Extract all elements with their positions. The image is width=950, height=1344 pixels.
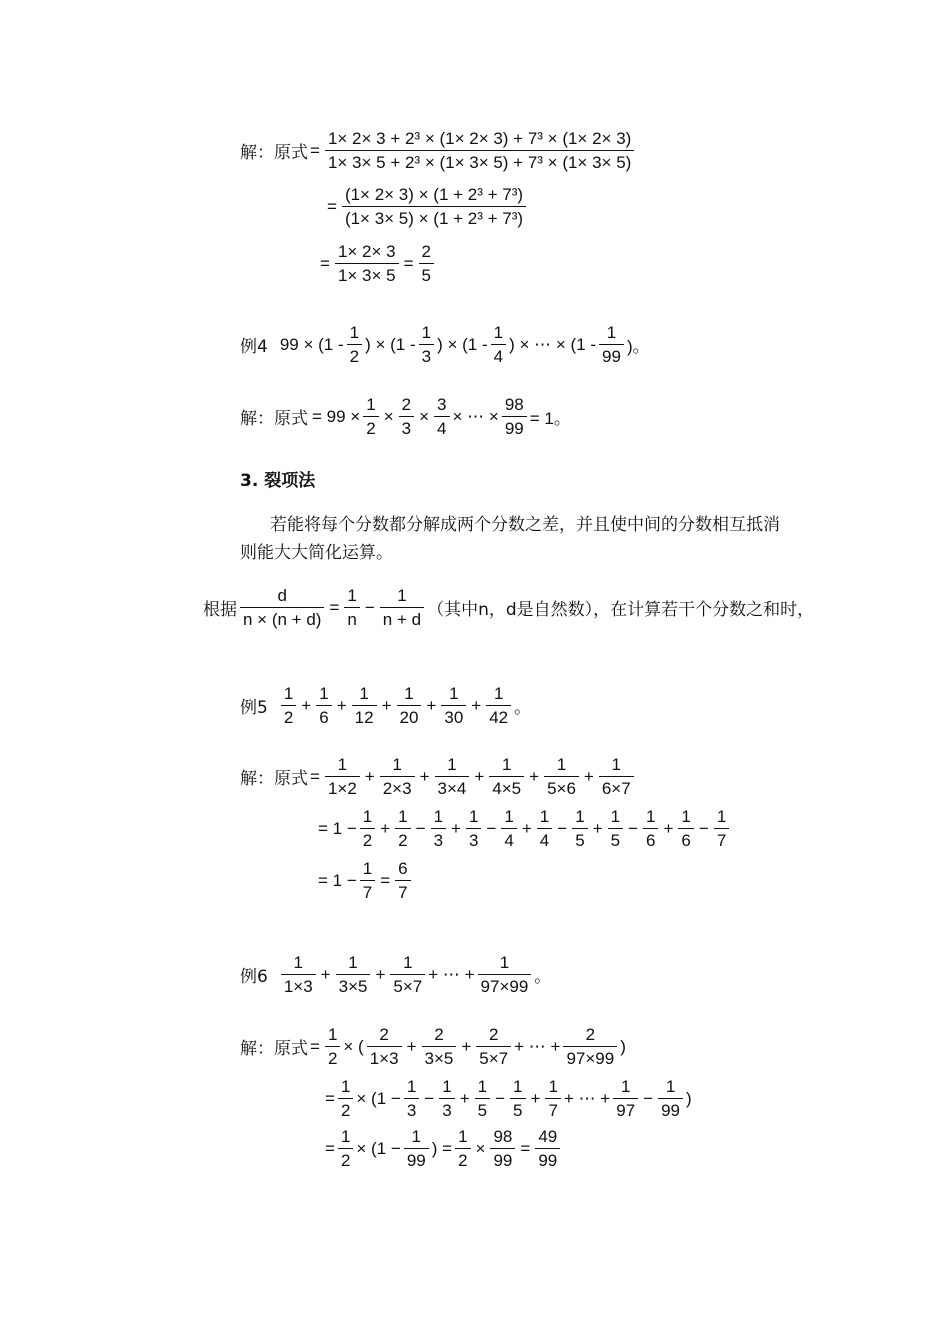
fraction <box>431 806 446 851</box>
numerator: 1 <box>646 807 656 826</box>
fraction <box>535 1126 560 1171</box>
numerator: 1 <box>348 953 358 972</box>
denominator: 6 <box>678 828 693 851</box>
expression-text: = 1 − <box>318 818 357 838</box>
denominator: 5 <box>475 1098 490 1121</box>
denominator: 3 <box>439 1098 454 1121</box>
minus-sign: − <box>698 818 709 838</box>
equals-sign: = <box>310 140 320 160</box>
expression-text: + ⋯ + <box>428 964 475 984</box>
solution-label: 解：原式 <box>240 1039 308 1059</box>
times-sign: × <box>383 406 394 426</box>
paragraph <box>270 511 780 539</box>
section-heading: 3. 裂项法 <box>240 471 316 491</box>
numerator: 1 <box>340 1127 351 1146</box>
denominator: 3 <box>431 828 446 851</box>
denominator: 7 <box>360 880 375 903</box>
expression-text: ) <box>620 1036 626 1056</box>
minus-sign: − <box>628 818 639 838</box>
minus-sign: − <box>424 1088 435 1108</box>
denominator: 99 <box>490 1148 515 1171</box>
plus-sign: + <box>364 766 375 786</box>
denominator: 3×5 <box>336 974 371 997</box>
paragraph-line: 则能大大简化运算。 <box>240 543 393 563</box>
numerator: 1 <box>411 1127 422 1146</box>
numerator: 2 <box>421 242 432 261</box>
denominator: 30 <box>441 705 466 728</box>
denominator: 1×3 <box>281 974 316 997</box>
equals-sign: = <box>310 766 320 786</box>
expression-text: × ( <box>343 1036 364 1056</box>
example-label: 例6 <box>240 967 268 987</box>
numerator: 1 <box>620 1077 631 1096</box>
rule-lead: 根据 <box>203 600 237 620</box>
plus-sign: + <box>336 695 347 715</box>
denominator: 99 <box>502 416 527 439</box>
expression-text: ) <box>686 1088 692 1108</box>
numerator: 1 <box>406 1077 417 1096</box>
denominator: 12 <box>352 705 377 728</box>
denominator: 4 <box>434 416 449 439</box>
sum-terms <box>278 952 428 997</box>
numerator: 1 <box>293 953 303 972</box>
minus-sign: − <box>495 1088 506 1108</box>
denominator: 5×6 <box>544 776 579 799</box>
denominator: 20 <box>397 705 422 728</box>
numerator: 2 <box>401 395 412 414</box>
fraction <box>501 806 516 851</box>
denominator: 5×7 <box>476 1046 511 1069</box>
fraction <box>441 683 466 728</box>
denominator: 4 <box>501 828 516 851</box>
solution-3-line2 <box>325 184 529 229</box>
plus-sign: + <box>406 1036 417 1056</box>
fraction <box>491 322 506 367</box>
paragraph <box>240 539 393 567</box>
denominator: 6×7 <box>599 776 634 799</box>
example-label: 例5 <box>240 698 268 718</box>
fraction <box>439 1076 454 1121</box>
fraction <box>435 754 470 799</box>
plus-sign: + <box>530 1088 541 1108</box>
expression-text: 。 <box>514 698 532 717</box>
fraction <box>544 754 579 799</box>
fraction <box>490 1126 515 1171</box>
denominator: 2 <box>363 416 378 439</box>
numerator: 1 <box>477 1077 488 1096</box>
numerator: 1× 2× 3 <box>337 242 396 261</box>
solution-4 <box>240 394 571 439</box>
denominator: 42 <box>486 705 511 728</box>
expression-text: × (1 − <box>356 1138 401 1158</box>
denominator: 5×7 <box>390 974 425 997</box>
equals-sign: = <box>320 253 330 273</box>
solution-6-line2 <box>325 1076 692 1121</box>
expression-text: = 99 × <box>312 406 361 426</box>
numerator: 1 <box>327 1025 338 1044</box>
fraction <box>599 754 634 799</box>
numerator: 1 <box>493 684 504 703</box>
plus-sign: + <box>529 766 540 786</box>
fraction <box>678 806 693 851</box>
plus-sign: + <box>459 1088 470 1108</box>
expression-text: ) × (1 - <box>365 334 416 354</box>
numerator: 1 <box>556 755 567 774</box>
denominator: 3 <box>466 828 481 851</box>
fraction <box>476 1024 511 1069</box>
equals-sign: = <box>327 196 337 216</box>
fraction <box>360 806 375 851</box>
fraction <box>281 683 296 728</box>
denominator: 3 <box>404 1098 419 1121</box>
plus-sign: + <box>461 1036 472 1056</box>
equals-sign: = <box>325 1088 335 1108</box>
fraction <box>455 1126 470 1171</box>
denominator: 1×3 <box>367 1046 402 1069</box>
numerator: 1 <box>447 755 457 774</box>
denominator: 99 <box>535 1148 560 1171</box>
fraction <box>404 1076 419 1121</box>
fraction <box>658 1076 683 1121</box>
fraction <box>390 952 425 997</box>
expression-text: + ⋯ + <box>514 1036 561 1056</box>
fraction <box>336 952 371 997</box>
numerator: 2 <box>379 1025 389 1044</box>
numerator: 2 <box>488 1025 499 1044</box>
expression-text: = 1。 <box>529 409 571 428</box>
fraction <box>537 806 552 851</box>
fraction <box>367 1024 402 1069</box>
fraction <box>399 394 414 439</box>
fraction <box>316 683 331 728</box>
fraction <box>360 858 375 903</box>
expression-text: 99 × (1 - <box>279 334 344 354</box>
fraction <box>419 322 434 367</box>
expression-text: 。 <box>534 967 552 986</box>
minus-sign: − <box>486 818 497 838</box>
equals-sign: = <box>329 597 340 617</box>
plus-sign: + <box>592 818 603 838</box>
numerator: d <box>277 586 287 605</box>
denominator: 2 <box>281 705 296 728</box>
fraction <box>643 806 658 851</box>
numerator: (1× 2× 3) × (1 + 2³ + 7³) <box>344 185 524 204</box>
denominator: n <box>344 607 359 630</box>
numerator: 1 <box>504 807 514 826</box>
minus-sign: − <box>643 1088 654 1108</box>
denominator: 4×5 <box>489 776 524 799</box>
numerator: 1 <box>398 807 408 826</box>
expression-text: × (1 − <box>356 1088 401 1108</box>
fraction <box>475 1076 490 1121</box>
denominator: 1× 3× 5 <box>335 263 399 286</box>
plus-sign: + <box>426 695 437 715</box>
numerator: 1 <box>548 1077 558 1096</box>
numerator: 1 <box>610 807 621 826</box>
fraction <box>325 1024 340 1069</box>
numerator: 98 <box>493 1127 513 1146</box>
plus-sign: + <box>521 818 532 838</box>
example-5 <box>240 683 531 728</box>
plus-sign: + <box>381 695 392 715</box>
numerator: 1 <box>349 323 360 342</box>
equals-sign: = <box>310 1036 320 1056</box>
splitting-rule <box>203 585 814 630</box>
difference-terms <box>357 806 733 851</box>
minus-sign: − <box>415 818 426 838</box>
numerator: 1 <box>359 684 369 703</box>
numerator: 1 <box>404 684 414 703</box>
solution-6-line3 <box>325 1126 563 1171</box>
equals-sign: = <box>403 253 414 273</box>
times-sign: × <box>419 406 430 426</box>
denominator: 4 <box>537 828 552 851</box>
plus-sign: + <box>583 766 594 786</box>
numerator: 1 <box>347 586 357 605</box>
numerator: 2 <box>434 1025 444 1044</box>
minus-sign: − <box>557 818 568 838</box>
fraction <box>240 585 324 630</box>
numerator: 1 <box>716 807 727 826</box>
fraction <box>342 184 526 229</box>
plus-sign: + <box>301 695 312 715</box>
numerator: 98 <box>504 395 524 414</box>
numerator: 1 <box>468 807 479 826</box>
expression-text: + ⋯ + <box>563 1088 611 1108</box>
denominator: 1× 3× 5 + 2³ × (1× 3× 5) + 7³ × (1× 3× 5) <box>325 150 634 173</box>
fraction <box>545 1076 560 1121</box>
fraction <box>714 806 729 851</box>
difference-terms <box>401 1076 564 1121</box>
sum-terms <box>278 683 514 728</box>
fraction <box>347 322 362 367</box>
denominator: 5 <box>419 263 434 286</box>
numerator: 1 <box>340 1077 351 1096</box>
denominator: 2 <box>395 828 410 851</box>
fraction <box>489 754 524 799</box>
fraction <box>502 394 527 439</box>
numerator: 1 <box>458 1127 468 1146</box>
denominator: 2 <box>338 1148 353 1171</box>
fraction <box>486 683 511 728</box>
denominator: 4 <box>491 344 506 367</box>
numerator: 1 <box>397 586 407 605</box>
denominator: 2×3 <box>380 776 415 799</box>
plus-sign: + <box>471 695 482 715</box>
denominator: 1×2 <box>325 776 360 799</box>
denominator: 2 <box>338 1098 353 1121</box>
numerator: 1 <box>539 807 550 826</box>
denominator: 2 <box>347 344 362 367</box>
example-label: 例4 <box>240 337 268 357</box>
fraction <box>613 1076 638 1121</box>
numerator: 3 <box>437 395 447 414</box>
denominator: 97×99 <box>478 974 532 997</box>
numerator: 1 <box>442 1077 452 1096</box>
fraction <box>344 585 359 630</box>
fraction <box>599 322 624 367</box>
solution-3-line1 <box>240 128 637 173</box>
denominator: 5 <box>572 828 587 851</box>
denominator: (1× 3× 5) × (1 + 2³ + 7³) <box>342 206 526 229</box>
numerator: 1 <box>337 755 348 774</box>
fraction <box>395 806 410 851</box>
fraction <box>338 1126 353 1171</box>
fraction <box>281 952 316 997</box>
fraction <box>325 128 634 173</box>
denominator: 97 <box>613 1098 638 1121</box>
plus-sign: + <box>663 818 674 838</box>
numerator: 6 <box>398 859 408 878</box>
denominator: 3 <box>399 416 414 439</box>
fraction <box>380 754 415 799</box>
denominator: n × (n + d) <box>240 607 324 630</box>
fraction <box>608 806 623 851</box>
expression-text: = 1 − <box>318 870 357 890</box>
paragraph-line: 若能将每个分数都分解成两个分数之差，并且使中间的分数相互抵消 <box>270 515 780 535</box>
fraction <box>397 683 422 728</box>
denominator: 3×5 <box>422 1046 457 1069</box>
fraction <box>422 1024 457 1069</box>
plus-sign: + <box>451 818 461 838</box>
fraction <box>466 806 481 851</box>
fraction <box>395 858 410 903</box>
times-sign: × <box>475 1138 486 1158</box>
solution-label: 解：原式 <box>240 769 308 789</box>
numerator: 1 <box>499 953 510 972</box>
numerator: 1 <box>319 684 329 703</box>
equals-sign: = <box>325 1138 335 1158</box>
minus-sign: − <box>364 597 375 617</box>
solution-5-line3 <box>318 858 414 903</box>
denominator: 6 <box>643 828 658 851</box>
numerator: 1 <box>665 1077 676 1096</box>
fraction <box>325 754 360 799</box>
expression-text: ) × (1 - <box>437 334 488 354</box>
numerator: 1 <box>611 755 621 774</box>
plus-sign: + <box>419 766 430 786</box>
example-6 <box>240 952 551 997</box>
numerator: 1× 2× 3 + 2³ × (1× 2× 3) + 7³ × (1× 2× 3) <box>327 129 632 148</box>
expression-text: ) = <box>431 1138 453 1158</box>
fraction <box>510 1076 525 1121</box>
equals-sign: = <box>520 1138 531 1158</box>
plus-sign: + <box>320 964 331 984</box>
numerator: 49 <box>538 1127 558 1146</box>
numerator: 1 <box>366 395 376 414</box>
numerator: 1 <box>392 755 402 774</box>
denominator: 99 <box>658 1098 683 1121</box>
expression-text: ) × ⋯ × (1 - <box>509 334 597 354</box>
denominator: 6 <box>316 705 331 728</box>
fraction <box>419 241 434 286</box>
plus-sign: + <box>375 964 386 984</box>
fraction <box>478 952 532 997</box>
numerator: 1 <box>283 684 294 703</box>
denominator: 5 <box>608 828 623 851</box>
numerator: 1 <box>362 807 373 826</box>
fraction <box>563 1024 617 1069</box>
solution-label: 解：原式 <box>240 409 308 429</box>
denominator: 7 <box>545 1098 560 1121</box>
numerator: 1 <box>606 323 617 342</box>
numerator: 1 <box>493 323 504 342</box>
numerator: 1 <box>501 755 512 774</box>
denominator: 7 <box>395 880 410 903</box>
denominator: n + d <box>380 607 424 630</box>
fraction <box>434 394 449 439</box>
numerator: 1 <box>575 807 585 826</box>
numerator: 1 <box>421 323 432 342</box>
plus-sign: + <box>474 766 485 786</box>
solution-label: 解：原式 <box>240 143 308 163</box>
numerator: 1 <box>449 684 459 703</box>
expression-text: × ⋯ × <box>452 406 499 426</box>
denominator: 99 <box>599 344 624 367</box>
fraction <box>338 1076 353 1121</box>
fraction <box>363 394 378 439</box>
fraction <box>335 241 399 286</box>
fraction <box>380 585 424 630</box>
fraction <box>352 683 377 728</box>
numerator: 1 <box>681 807 691 826</box>
rule-tail: （其中n，d是自然数），在计算若干个分数之和时， <box>427 600 815 620</box>
fraction <box>404 1126 429 1171</box>
sum-terms <box>322 754 637 799</box>
expression-text: )。 <box>626 337 650 356</box>
solution-5-line1 <box>240 754 637 799</box>
solution-3-line3 <box>318 241 437 286</box>
fraction <box>572 806 587 851</box>
denominator: 7 <box>714 828 729 851</box>
numerator: 1 <box>403 953 413 972</box>
denominator: 2 <box>455 1148 470 1171</box>
denominator: 2 <box>360 828 375 851</box>
example-4 <box>240 322 650 367</box>
denominator: 3×4 <box>435 776 470 799</box>
solution-6-line1 <box>240 1024 626 1069</box>
plus-sign: + <box>380 818 391 838</box>
denominator: 3 <box>419 344 434 367</box>
denominator: 2 <box>325 1046 340 1069</box>
solution-5-line2 <box>318 806 732 851</box>
equals-sign: = <box>380 870 391 890</box>
numerator: 1 <box>513 1077 523 1096</box>
numerator: 1 <box>433 807 444 826</box>
sum-terms <box>364 1024 514 1069</box>
denominator: 99 <box>404 1148 429 1171</box>
denominator: 5 <box>510 1098 525 1121</box>
denominator: 97×99 <box>563 1046 617 1069</box>
numerator: 2 <box>585 1025 596 1044</box>
numerator: 1 <box>362 859 373 878</box>
